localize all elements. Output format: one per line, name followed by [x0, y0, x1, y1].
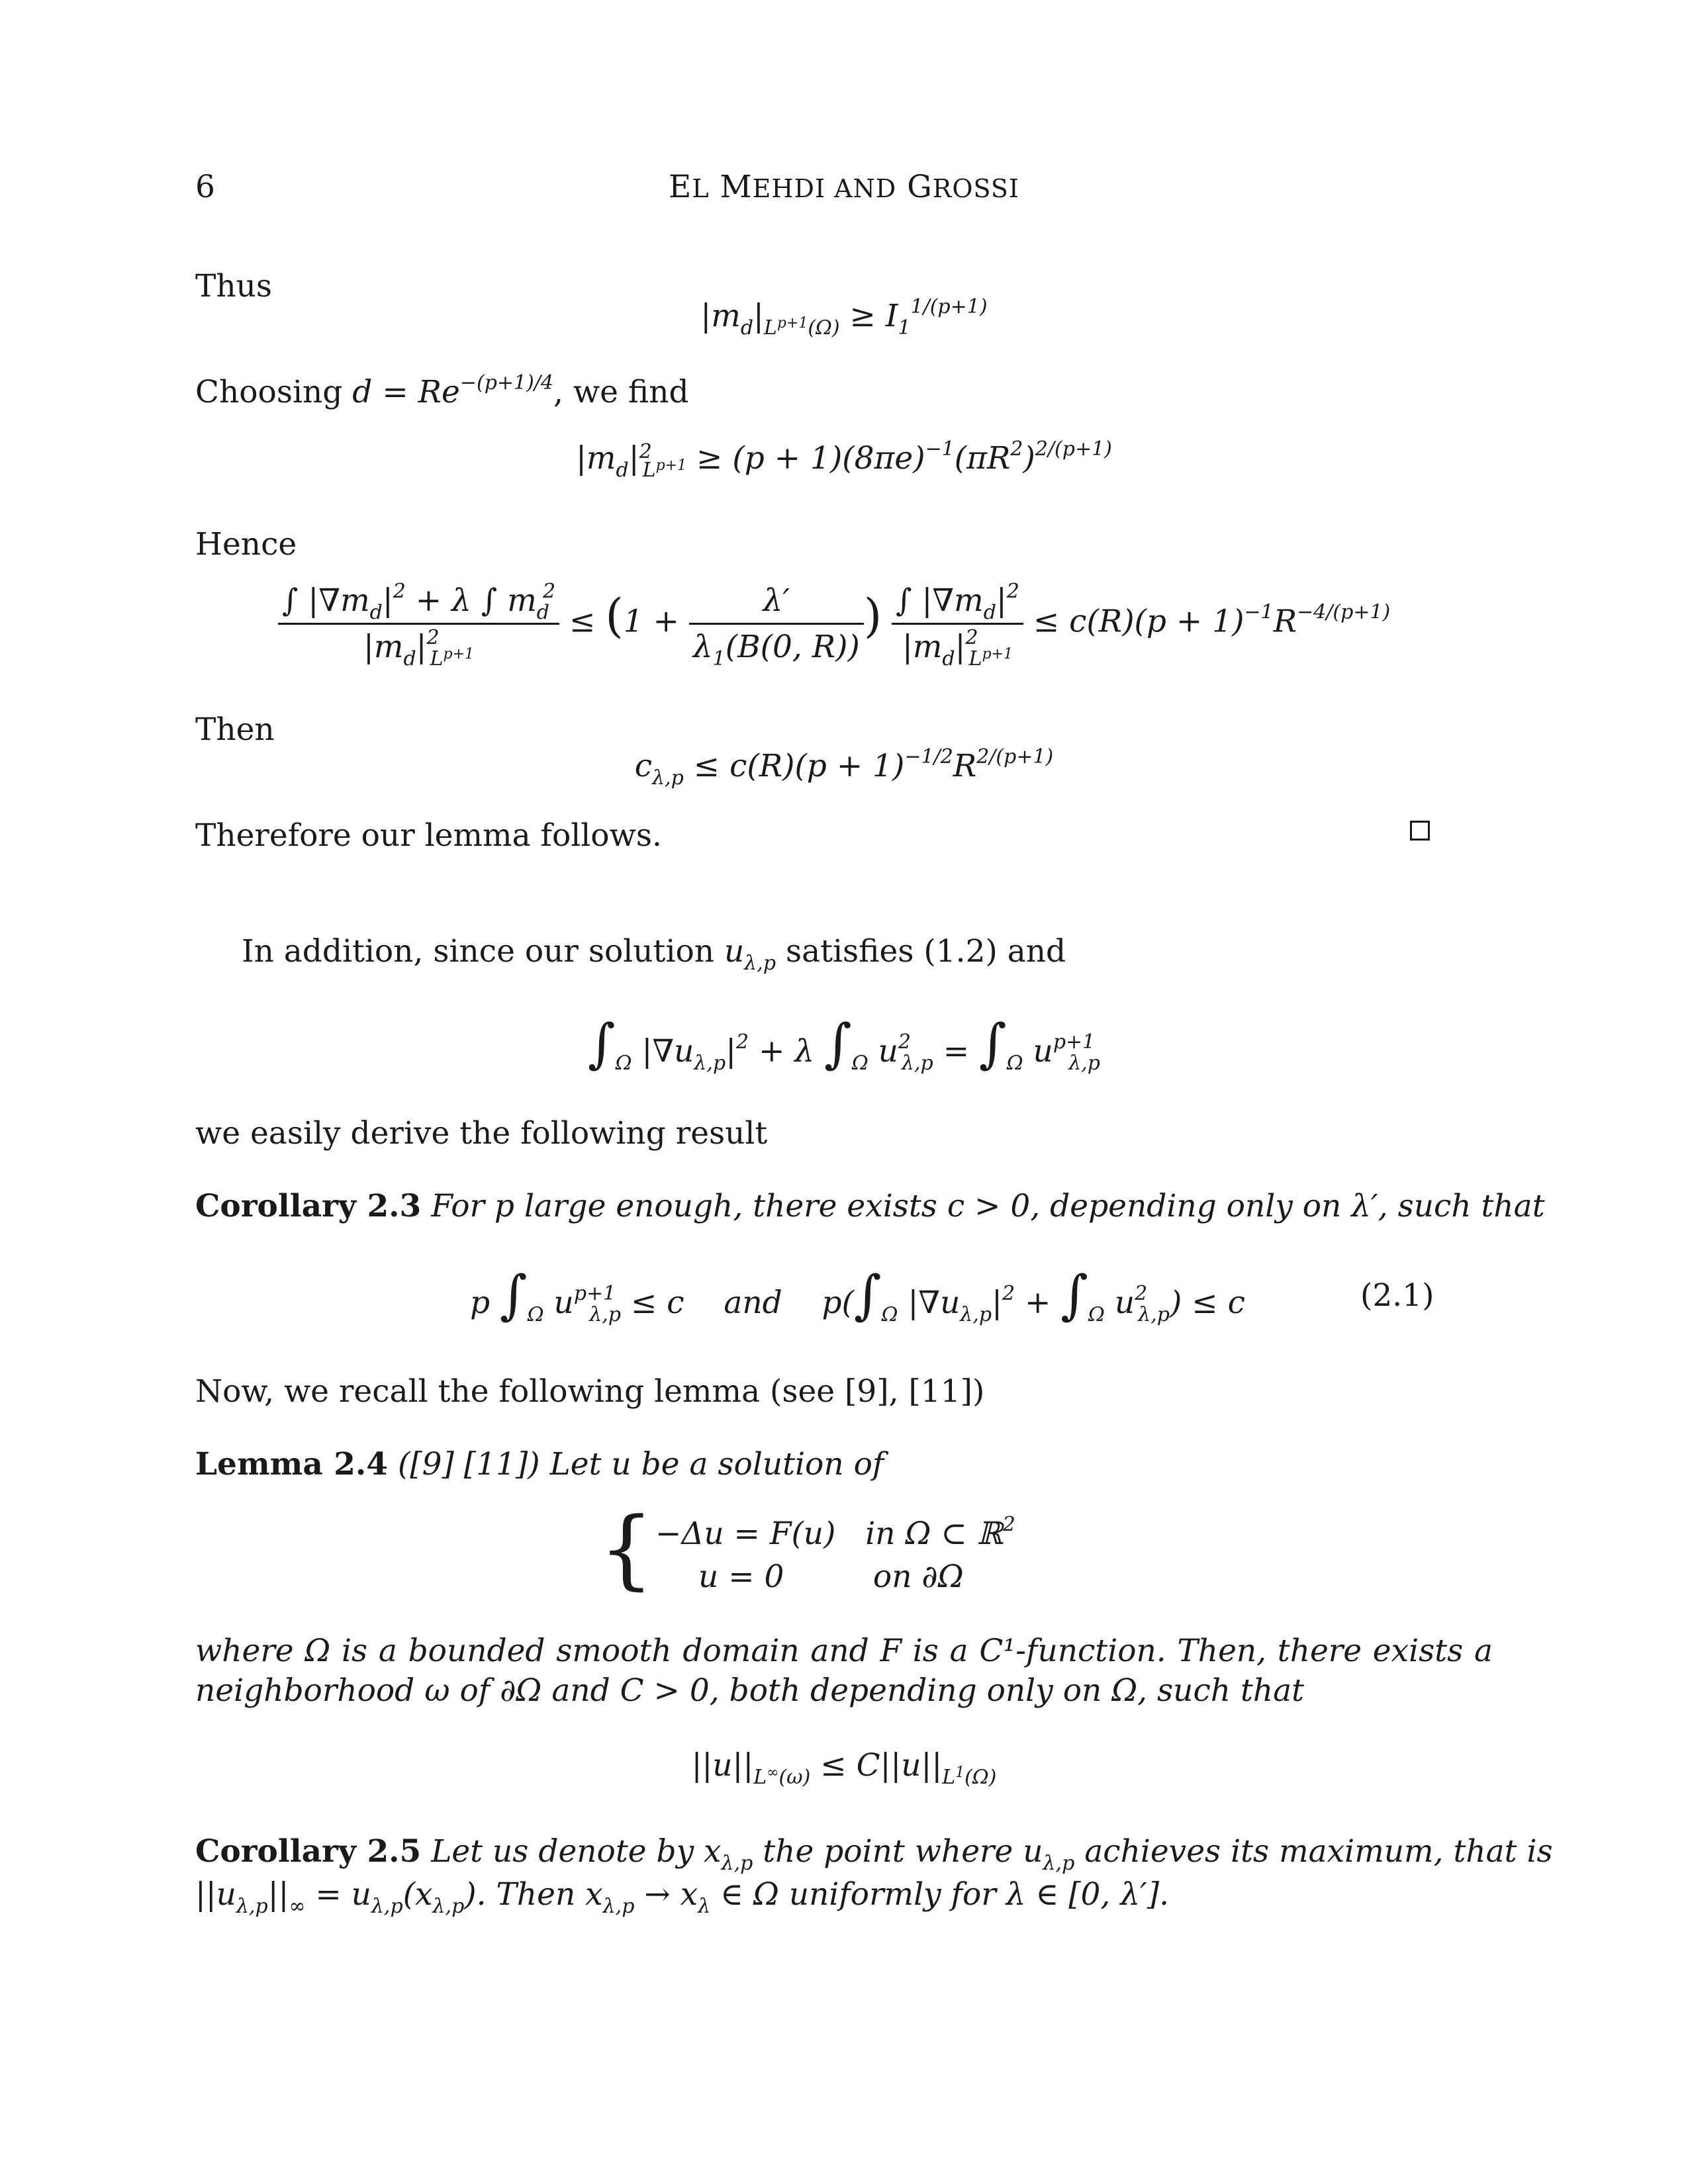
paragraph-derive: we easily derive the following result: [195, 1115, 768, 1152]
equation-choosing-bound: $|m_d|^2_{L^{p+1}} \ge (p + 1)(8\pi e)^{-1}(\pi R^2)^{2/(p+1)}$: [576, 437, 1112, 482]
lemma-2-4-body: where Ω is a bounded smooth domain and F is a C¹-function. Then, there exists a neighborhood ω of ∂Ω and C > 0, both depending only on Ω, such that: [195, 1633, 1493, 1709]
lemma-2-4: Lemma 2.4 ([9] [11]) Let u be a solution of: [195, 1446, 884, 1482]
equation-2-1: p $\int_\Omega$ $u^{p+1}_{\lambda,p} \le c$ and $p(\int_\Omega$ $|\nabla u_{\lambda,p}|^2 + \int_\Omega$ $u^2_{\lambda,p}) \le c$: [470, 1264, 1245, 1326]
paragraph-choosing: Choosing $d = Re^{-(p+1)/4}$, we find: [195, 371, 689, 410]
qed-box-icon: [1410, 821, 1430, 841]
paragraph-then: Then: [195, 711, 275, 748]
equation-energy-identity: $\int_\Omega$ $|\nabla u_{\lambda,p}|^2 + \lambda$ $\int_\Omega$ $u^2_{\lambda,p} = \int_\Omega$ $u^{p+1}_{\lambda,p}$: [587, 1013, 1101, 1075]
corollary-2-5-line-1: Corollary 2.5 Let us denote by $x_{\lambda,p}$ the point where $u_{\lambda,p}$ achieves its maximum, that is: [195, 1833, 1553, 1875]
paragraph-addition: In addition, since our solution $u_{\lambda,p}$ satisfies (1.2) and: [242, 933, 1066, 975]
equation-norm-lower-bound: $|m_d|_{L^{p+1}(\Omega)} \ge I_1^{1/(p+1)}$: [700, 295, 988, 340]
paragraph-recall: Now, we recall the following lemma (see [9], [11]): [195, 1373, 985, 1410]
system-equation-1: −Δu = F(u) in Ω ⊂ ℝ$^2$: [655, 1513, 1015, 1552]
paragraph-hence: Hence: [195, 526, 297, 563]
paragraph-therefore: Therefore our lemma follows.: [195, 817, 662, 854]
corollary-2-5-line-2: $||u_{\lambda,p}||_\infty = u_{\lambda,p}(x_{\lambda,p})$. Then $x_{\lambda,p} \to x_\lambda$ ∈ Ω uniformly for λ ∈ [0, λ′].: [195, 1876, 1170, 1918]
corollary-2-3: Corollary 2.3 For p large enough, there exists c > 0, depending only on λ′, such that: [195, 1188, 1545, 1224]
equation-l-infinity-bound: $||u||_{L^\infty(\omega)} \le C||u||_{L^1(\Omega)}$: [691, 1747, 997, 1789]
system-brace: {: [599, 1498, 654, 1599]
page-number: 6: [195, 169, 215, 205]
paragraph-thus: Thus: [195, 268, 273, 304]
running-head: EL MEHDI AND GROSSI: [669, 169, 1019, 205]
equation-hence-quotient: $\frac{\int |\nabla m_d|^2 + \lambda \int m_d^2}{|m_d|^2_{L^{p+1}}}$ ≤ (1 + $\frac{\lambda'}{\lambda_1(B(0, R))}$ ) $\frac{\int |\nabla m_d|^2}{|m_d|^2_{L^{p+1}}}$ ≤ $c(R)(p + 1)^{-1}R^{-4/(p+1)}$: [278, 582, 1390, 665]
equation-number-2-1: (2.1): [1360, 1277, 1434, 1314]
system-equation-2: u = 0 on ∂Ω: [698, 1559, 964, 1595]
equation-c-lambda-p: $c_{\lambda,p} \le c(R)(p + 1)^{-1/2}R^{2/(p+1)}$: [634, 745, 1054, 790]
